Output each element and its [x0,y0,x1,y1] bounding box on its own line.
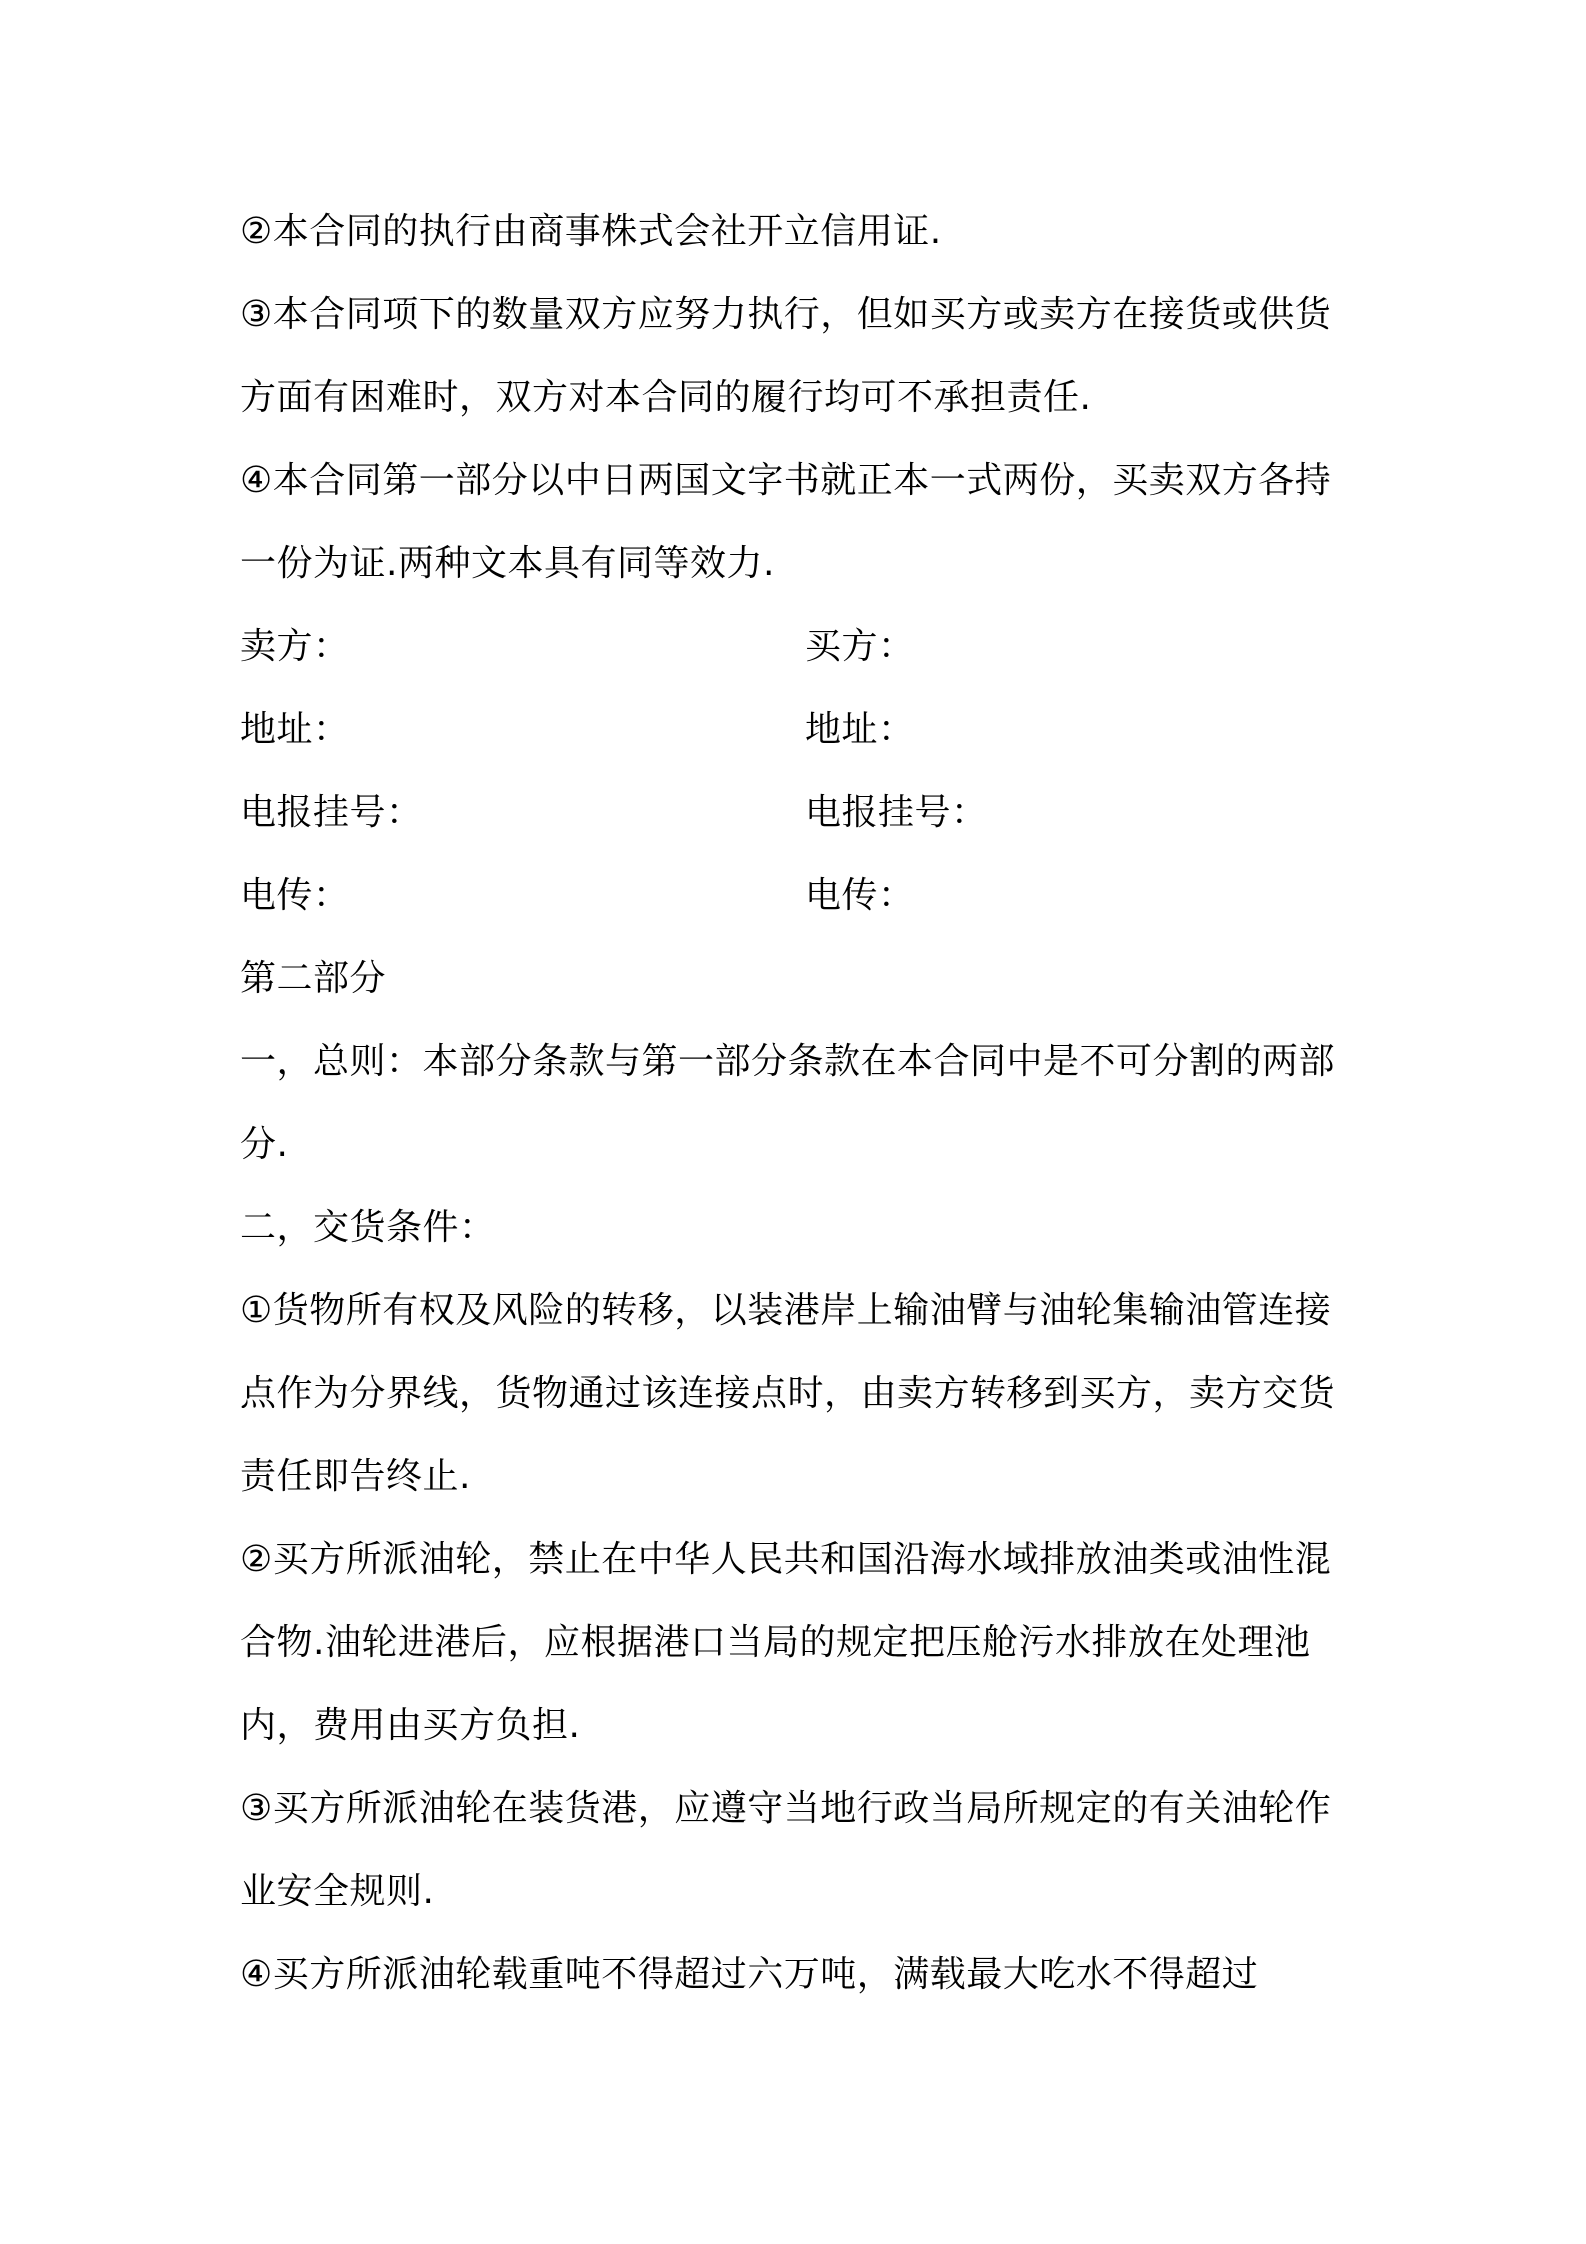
delivery-heading: 二，交货条件： [240,1207,496,1248]
delivery-1-line-1: ①货物所有权及风险的转移，以装港岸上输油臂与油轮集输油管连接 [240,1290,1332,1331]
delivery-3-line-2: 业安全规则. [240,1871,435,1912]
clause-2-line-1: ②本合同的执行由商事株式会社开立信用证. [240,211,942,252]
delivery-2-line-3: 内，费用由买方负担. [240,1705,581,1746]
delivery-4-line-1: ④买方所派油轮载重吨不得超过六万吨，满载最大吃水不得超过 [240,1954,1259,1995]
seller-label: 卖方： [240,626,350,667]
buyer-address-label: 地址： [805,709,915,750]
delivery-3-line-1: ③买方所派油轮在装货港，应遵守当地行政当局所规定的有关油轮作 [240,1788,1332,1829]
delivery-1-line-2: 点作为分界线，货物通过该连接点时，由卖方转移到买方，卖方交货 [240,1373,1336,1414]
clause-3-line-2: 方面有困难时，双方对本合同的履行均可不承担责任. [240,377,1092,418]
buyer-telex-label: 电传： [805,875,915,916]
seller-telex-label: 电传： [240,875,350,916]
buyer-label: 买方： [805,626,915,667]
delivery-1-line-3: 责任即告终止. [240,1456,471,1497]
clause-4-line-2: 一份为证.两种文本具有同等效力. [240,543,775,584]
document-page [240,0,1360,2244]
seller-address-label: 地址： [240,709,350,750]
general-line-1: 一，总则：本部分条款与第一部分条款在本合同中是不可分割的两部 [240,1041,1336,1082]
general-line-2: 分. [240,1124,289,1165]
clause-3-line-1: ③本合同项下的数量双方应努力执行，但如买方或卖方在接货或供货 [240,294,1332,335]
delivery-2-line-1: ②买方所派油轮，禁止在中华人民共和国沿海水域排放油类或油性混 [240,1539,1332,1580]
buyer-cable-label: 电报挂号： [805,792,988,833]
seller-cable-label: 电报挂号： [240,792,423,833]
clause-4-line-1: ④本合同第一部分以中日两国文字书就正本一式两份，买卖双方各持 [240,460,1332,501]
delivery-2-line-2: 合物.油轮进港后，应根据港口当局的规定把压舱污水排放在处理池 [240,1622,1311,1663]
part-two-heading: 第二部分 [240,958,387,999]
